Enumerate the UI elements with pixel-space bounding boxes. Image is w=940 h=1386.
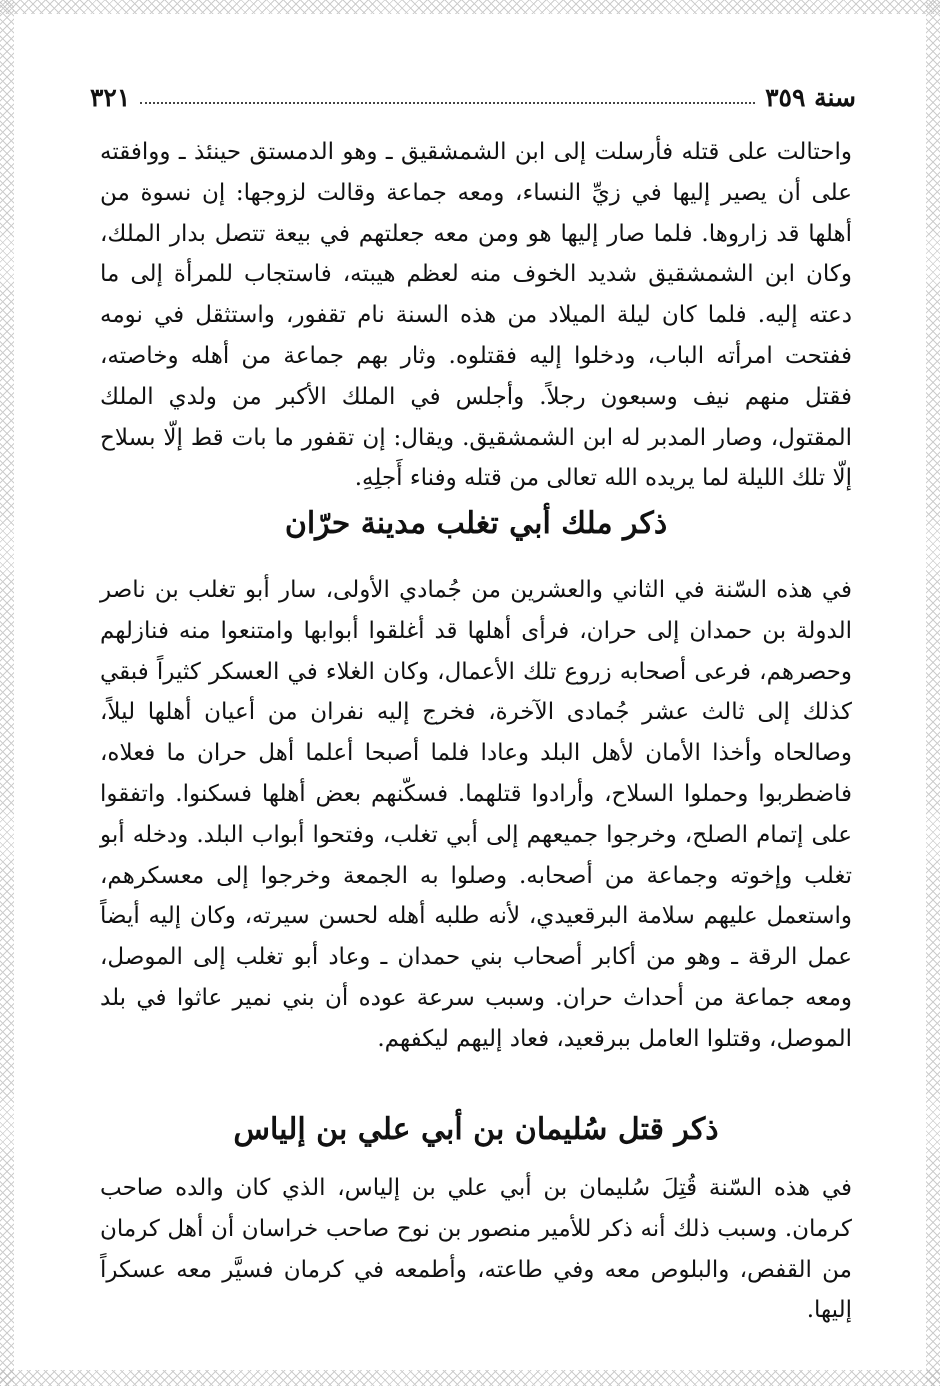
paragraph-2: [100, 570, 852, 1060]
running-head: [90, 82, 856, 112]
paragraph-text: واحتالت على قتله فأرسلت إلى ابن الشمشقيق ـ وهو الدمستق حينئذ ـ ووافقته على أن يصير إليها في زيِّ النساء، ومعه جماعة وقالت لزوجها: إن نسوة من أهلها قد زاروها. فلما صار إليها هو ومن معه جعلتهم في بيعة تتصل بدار الملك، وكان ابن الشمشقيق شديد الخوف منه لعظم هيبته، فاستجاب للمرأة إلى ما دعته إليه. فلما كان ليلة الميلاد من هذه السنة نام تقفور، واستثقل في نومه ففتحت امرأته الباب، ودخلوا إليه فقتلوه. وثار بهم جماعة من أهله وخاصته، فقتل منهم نيف وسبعون رجلاً. وأجلس في الملك الأكبر من ولدي الملك المقتول، وصار المدبر له ابن الشمشقيق. ويقال: إن تقفور ما بات قط إلّا بسلاح إلّا تلك الليلة لما يريده الله تعالى من قتله وفناء أَجلِهِ.: [100, 139, 852, 492]
page-number: ٣٢١: [90, 82, 131, 112]
section-heading-1: ذكر ملك أبي تغلب مدينة حرّان: [284, 506, 668, 541]
year-label: سنة ٣٥٩: [765, 82, 856, 112]
decorative-border-right: [926, 0, 940, 1386]
leader-dots: [140, 102, 755, 104]
paragraph-text: في هذه السّنة قُتِلَ سُليمان بن أبي علي بن إلياس، الذي كان والده صاحب كرمان. وسبب ذلك أنه ذكر للأمير منصور بن نوح صاحب خراسان أن أهل كرمان من القفص، والبلوص معه وفي طاعته، وأطمعه في كرمان فسيَّر معه عسكراً إليها.: [100, 1175, 852, 1324]
paragraph-text: في هذه السّنة في الثاني والعشرين من جُمادي الأولى، سار أبو تغلب بن ناصر الدولة بن حمدان إلى حران، فرأى أهلها قد أغلقوا أبوابها وامتنعوا منه فنازلهم وحصرهم، فرعى أصحابه زروع تلك الأعمال، وكان الغلاء في العسكر كثيراً فبقي كذلك إلى ثالث عشر جُمادى الآخرة، فخرج إليه نفران من أعيان أهلها ليلاً، وصالحاه وأخذا الأمان لأهل البلد وعادا فلما أصبحا أعلما أهل حران ما فعلاه، فاضطربوا وحملوا السلاح، وأرادوا قتلهما. فسكّنهم بعض أهلها فسكنوا. واتفقوا على إتمام الصلح، وخرجوا جميعهم إلى أبي تغلب، وفتحوا أبواب البلد. ودخله أبو تغلب وإخوته وجماعة من أصحابه. وصلوا به الجمعة وخرجوا إلى معسكرهم، واستعمل عليهم سلامة البرقعيدي، لأنه طلبه أهله لحسن سيرته، وكان إليه أيضاً عمل الرقة ـ وهو من أكابر أصحاب بني حمدان ـ وعاد أبو تغلب إلى الموصل، ومعه جماعة من أحداث حران. وسبب سرعة عوده أن بني نمير عاثوا في بلد الموصل، وقتلوا العامل ببرقعيد، فعاد إليهم ليكفهم.: [100, 577, 852, 1052]
decorative-border-top: [0, 0, 940, 14]
paragraph-3: [100, 1168, 852, 1331]
decorative-border-bottom: [0, 1370, 940, 1386]
section-heading-2: ذكر قتل سُليمان بن أبي علي بن إلياس: [233, 1112, 719, 1147]
decorative-border-left: [0, 0, 14, 1386]
paragraph-1: [100, 132, 852, 499]
